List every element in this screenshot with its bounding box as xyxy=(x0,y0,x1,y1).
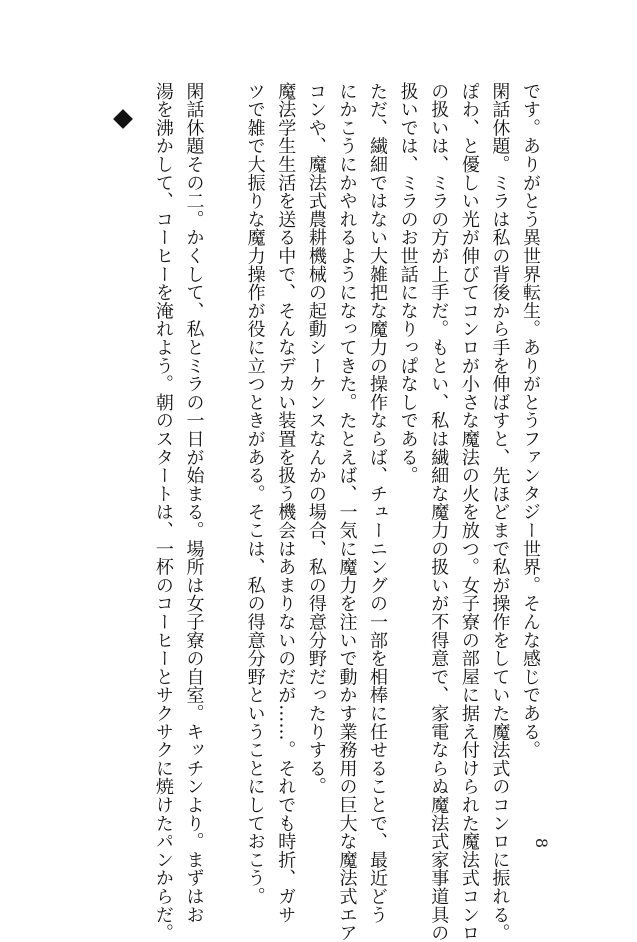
text-column: 扱いでは、ミラのお世話になりっぱなしである。 xyxy=(397,82,419,485)
text-column: 閑話休題その二。かくして、私とミラの一日が始まる。場所は女子寮の自室。キッチンより。まずはお xyxy=(183,82,205,924)
text-column: です。ありがとう異世界転生。ありがとうファンタジー世界。そんな感じである。 xyxy=(520,82,541,760)
section-divider-diamond-icon xyxy=(113,109,133,129)
text-column: ただ、繊細ではない大雑把な魔力の操作ならば、チューニングの一部を相棒に任せることで、最近どう xyxy=(367,82,389,924)
vertical-text-block xyxy=(147,82,545,942)
text-column: 閑話休題。ミラは私の背後から手を伸ばすと、先ほどまで私が操作をしていた魔法式のコンロに振れる。 xyxy=(489,82,511,942)
text-column: ぽわ、と優しい光が伸びてコンロが小さな魔法の火を放つ。女子寮の部屋に据え付けられた魔法式コンロ xyxy=(458,82,480,942)
text-column: コンや、魔法式農耕機械の起動シーケンスなんかの場合、私の得意分野だったりする。 xyxy=(305,82,327,796)
page-number: 8 xyxy=(532,837,552,849)
text-column: 湯を沸かして、コーヒーを淹れよう。朝のスタートは、一杯のコーヒーとサクサクに焼けたパンからだ。 xyxy=(152,82,174,942)
text-column: の扱いは、ミラの方が上手だ。もとい、私は繊細な魔力の扱いが不得意で、家電ならぬ魔法式家事道具の xyxy=(428,82,450,942)
text-column: にかこうにかやれるようになってきた。たとえば、一気に魔力を注いで動かす業務用の巨大な魔法式エア xyxy=(336,82,358,942)
blank-column xyxy=(208,82,239,822)
text-column: ツで雑で大振りな魔力操作が役に立つときがある。そこは、私の得意分野ということにしておこう。 xyxy=(244,82,266,906)
text-column: 魔法学生生活を送る中で、そんなデカい装置を扱う機会はあまりないのだが……。それでも時折、ガサ xyxy=(275,82,297,924)
